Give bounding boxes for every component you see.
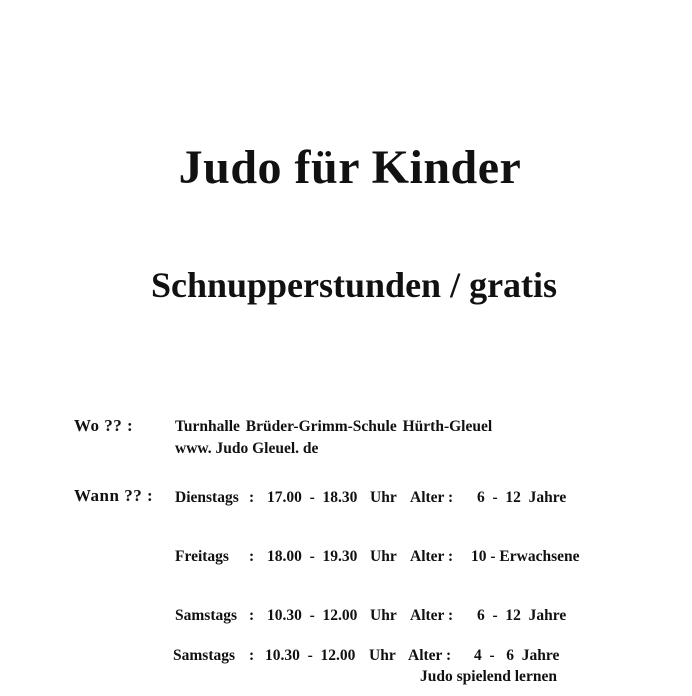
- when-label: Wann ?? :: [74, 486, 154, 505]
- page-title: Judo für Kinder: [178, 141, 522, 194]
- schedule-row: [0, 548, 692, 570]
- schedule-age: 4 - 6 Jahre: [474, 647, 560, 664]
- schedule-time: 10.30 - 12.00: [267, 607, 358, 624]
- schedule-unit: Uhr: [369, 647, 396, 664]
- schedule-colon: :: [249, 647, 255, 664]
- schedule-colon: :: [249, 548, 255, 565]
- schedule-day: Freitags: [175, 548, 229, 565]
- schedule-age-label: Alter :: [410, 489, 454, 506]
- where-label: Wo ?? :: [74, 416, 134, 435]
- schedule-unit: Uhr: [370, 607, 397, 624]
- schedule-time: 18.00 - 19.30: [267, 548, 358, 565]
- location-text: Turnhalle Brüder-Grimm-Schule Hürth-Gleuel: [175, 418, 493, 435]
- schedule-unit: Uhr: [370, 548, 397, 565]
- schedule-age-label: Alter :: [408, 647, 452, 664]
- schedule-time: 10.30 - 12.00: [265, 647, 356, 664]
- schedule-row: [0, 647, 692, 669]
- schedule-day: Dienstags: [175, 489, 239, 506]
- schedule-age: 6 - 12 Jahre: [477, 489, 567, 506]
- schedule-age-label: Alter :: [410, 548, 454, 565]
- schedule-colon: :: [249, 607, 255, 624]
- schedule-age: 10 - Erwachsene: [471, 548, 580, 565]
- schedule-colon: :: [249, 489, 255, 506]
- page-subtitle: Schnupperstunden / gratis: [150, 265, 558, 305]
- schedule-row: [0, 607, 692, 629]
- schedule-note: Judo spielend lernen: [420, 668, 557, 685]
- schedule-age: 6 - 12 Jahre: [477, 607, 567, 624]
- schedule-time: 17.00 - 18.30: [267, 489, 358, 506]
- schedule-day: Samstags: [175, 607, 238, 624]
- schedule-row: [0, 489, 692, 511]
- schedule-day: Samstags: [173, 647, 236, 664]
- schedule-age-label: Alter :: [410, 607, 454, 624]
- website-text: www. Judo Gleuel. de: [175, 440, 319, 457]
- schedule-unit: Uhr: [370, 489, 397, 506]
